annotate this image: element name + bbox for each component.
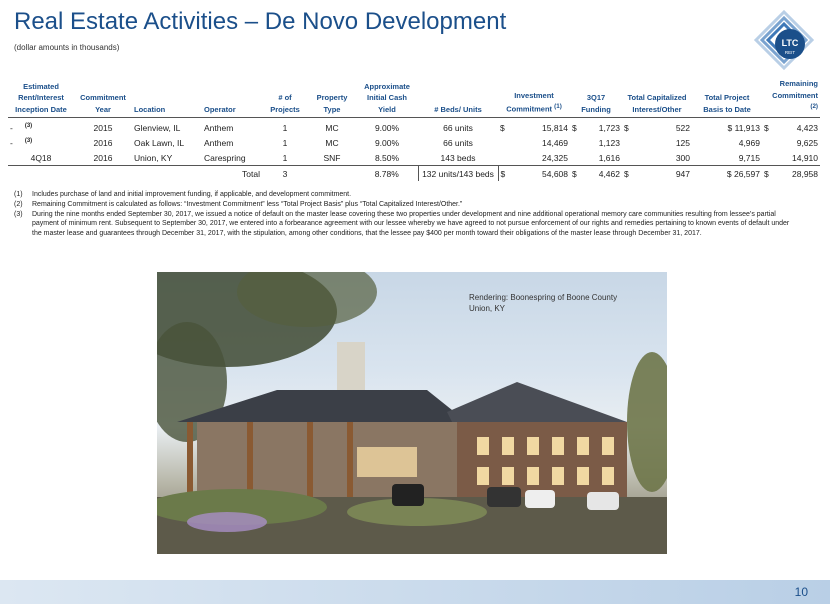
cell-year: 2016 <box>93 137 113 148</box>
cell-investment: 24,325 <box>542 152 568 163</box>
table-row <box>8 118 820 136</box>
page-number: 10 <box>794 585 808 599</box>
total-beds: 132 units/143 beds <box>418 166 498 182</box>
total-funding: $ 4,462 <box>570 166 622 182</box>
page-title: Real Estate Activities – De Novo Development <box>14 8 507 35</box>
cell-basis: 4,969 <box>738 137 760 148</box>
cell-investment: 14,469 <box>542 137 568 148</box>
page-subtitle: (dollar amounts in thousands) <box>14 43 120 52</box>
cell-location: Union, KY <box>134 152 173 163</box>
col-location: Location <box>132 78 202 118</box>
cell-funding: 1,616 <box>598 152 620 163</box>
cell-date: 4Q18 <box>30 152 52 163</box>
cell-type: MC <box>325 137 339 148</box>
col-funding: 3Q17 Funding <box>570 78 622 118</box>
cell-type: MC <box>325 123 339 133</box>
footnote-2: (2) Remaining Commitment is calculated as follows: “Investment Commitment” less “Total Project Basis” plus “Total Capitalized Interest/Other.” <box>14 200 463 208</box>
cell-capitalized: $ 522 <box>624 123 690 133</box>
cell-year: 2015 <box>93 123 113 133</box>
cell-yield: 9.00% <box>374 137 400 148</box>
table-row <box>8 150 820 166</box>
ltc-logo <box>750 6 818 74</box>
cell-operator: Anthem <box>204 137 234 148</box>
development-table <box>8 78 820 181</box>
table-row <box>8 135 820 150</box>
cell-date: - $^{(3)}$ <box>10 137 33 148</box>
cell-beds: 66 units <box>443 123 473 133</box>
cell-remaining: 14,910 <box>792 152 818 163</box>
col-estimated: Estimated Rent/Interest Inception Date <box>8 78 74 118</box>
table-header-row <box>8 78 820 118</box>
total-remaining: $ 28,958 <box>762 166 820 182</box>
cell-funding: 1,123 <box>598 137 620 148</box>
cell-operator: Anthem <box>204 123 234 133</box>
cell-location: Oak Lawn, IL <box>134 137 185 148</box>
total-basis: $ 26,597 <box>692 166 762 182</box>
col-beds: # Beds/ Units <box>418 78 498 118</box>
cell-remaining: 9,625 <box>796 137 818 148</box>
col-capitalized: Total Capitalized Interest/Other <box>622 78 692 118</box>
col-operator: Operator <box>202 78 262 118</box>
footnotes <box>14 190 794 239</box>
total-label: Total <box>132 166 262 182</box>
col-projects: # of Projects <box>262 78 308 118</box>
building-rendering-image <box>157 272 667 554</box>
cell-yield: 9.00% <box>374 123 400 133</box>
total-yield: 8.78% <box>356 166 418 182</box>
cell-location: Glenview, IL <box>134 123 181 133</box>
cell-investment: $ 15,814 <box>500 123 568 133</box>
cell-year: 2016 <box>93 152 113 163</box>
cell-basis: $ 11,913 <box>727 123 760 133</box>
investment-ref: (1) <box>554 103 562 110</box>
footnote-3: (3) During the nine months ended September 30, 2017, we issued a notice of default on the master lease covering these two properties under development and nine additional operational memory care communities resulting from lessee’s partial payment of minimum rent. Subsequent to September 30, 2017, we entered into a forbearance agreement with our lessee whereby we have agreed to not pursue enforcement of our rights and remedies pertaining to known events of default under the master lease and guarantees through December 31, 2017, with the stipulation, among other conditions, that the lessee pay $400 per month toward their obligations of the master lease through December 31, 2017. <box>14 210 790 238</box>
total-investment: $ 54,608 <box>498 166 570 182</box>
cell-funding: $ 1,723 <box>572 123 620 133</box>
cell-basis: 9,715 <box>738 152 760 163</box>
cell-projects: 1 <box>282 123 288 133</box>
cell-date: - $^{(3)}$ <box>10 123 33 133</box>
cell-operator: Carespring <box>204 152 246 163</box>
remaining-ref: (2) <box>810 103 818 110</box>
cell-capitalized: 300 <box>675 152 690 163</box>
cell-capitalized: 125 <box>675 137 690 148</box>
col-remaining: Remaining Commitment $^{(2)}$ <box>762 78 820 118</box>
cell-yield: 8.50% <box>374 152 400 163</box>
cell-projects: 1 <box>282 152 288 163</box>
logo-text: LTC <box>781 38 799 48</box>
col-property-type: Property Type <box>308 78 356 118</box>
col-basis: Total Project Basis to Date <box>692 78 762 118</box>
table-total-row <box>8 166 820 182</box>
footnote-1: (1) Includes purchase of land and initial improvement funding, if applicable, and development commitment. <box>14 191 352 198</box>
total-projects: 3 <box>262 166 308 182</box>
rendering-caption: Rendering: Boonespring of Boone County Union, KY <box>469 293 618 313</box>
total-capitalized: $ 947 <box>622 166 692 182</box>
cell-beds: 143 beds <box>440 152 476 163</box>
col-investment: Investment Commitment $^{(1)}$ <box>498 78 570 118</box>
logo-subtext: REIT <box>784 50 796 55</box>
footer-bar <box>0 580 830 604</box>
col-yield: Approximate Initial Cash Yield <box>356 78 418 118</box>
cell-remaining: $ 4,423 <box>764 123 818 133</box>
col-commitment-year: Commitment Year <box>74 78 132 118</box>
cell-type: SNF <box>323 152 341 163</box>
cell-beds: 66 units <box>443 137 473 148</box>
cell-projects: 1 <box>282 137 288 148</box>
